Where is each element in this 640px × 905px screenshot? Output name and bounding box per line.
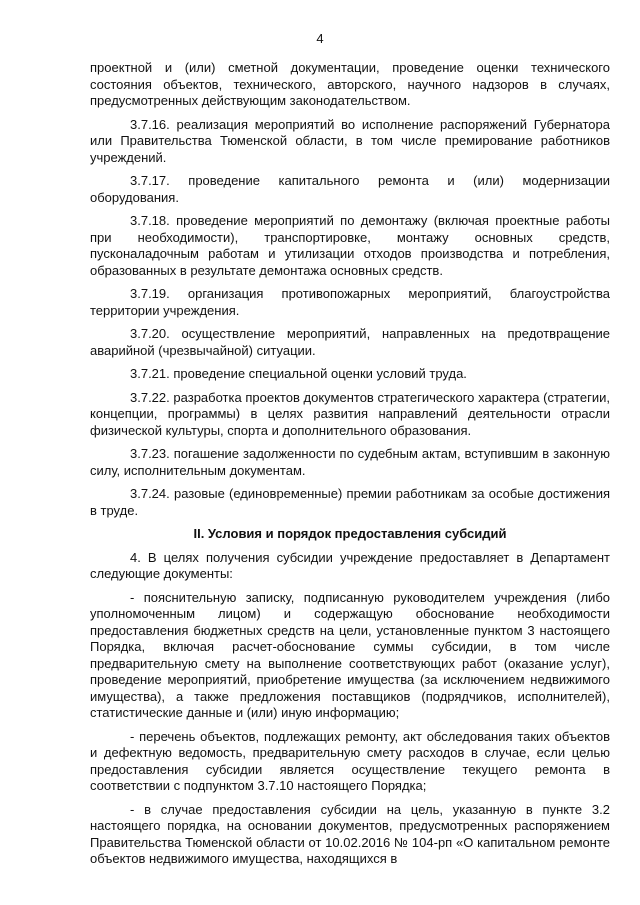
list-item-capital-repair: - в случае предоставления субсидии на цель, указанную в пункте 3.2 настоящего порядка, на основании документов, предусмотренных распоряжением Правительства Тюменской области от 10.02.2016 № 104-рп «О капитальном ремонте объектов недвижимого имущества, находящихся в [90, 801, 610, 866]
document-body [90, 60, 610, 875]
paragraph-4: 4. В целях получения субсидии учреждение предоставляет в Департамент следующие документы: [90, 549, 610, 581]
paragraph-3-7-23: 3.7.23. погашение задолженности по судебным актам, вступившим в законную силу, исполнительным документам. [90, 446, 610, 478]
paragraph-3-7-20: 3.7.20. осуществление мероприятий, направленных на предотвращение аварийной (чрезвычайной) ситуации. [90, 326, 610, 358]
paragraph-3-7-19: 3.7.19. организация противопожарных мероприятий, благоустройства территории учреждения. [90, 286, 610, 318]
paragraph-3-7-16: 3.7.16. реализация мероприятий во исполнение распоряжений Губернатора или Правительства Тюменской области, в том числе премирование работников учреждений. [90, 116, 610, 165]
section-heading: II. Условия и порядок предоставления субсидий [193, 526, 507, 541]
list-item-repair-objects: - перечень объектов, подлежащих ремонту, акт обследования таких объектов и дефектную ведомость, предварительную смету расходов в случае, если целью предоставления субсидии является осуществление текущего ремонта в соответствии с подпунктом 3.7.10 настоящего Порядка; [90, 728, 610, 793]
paragraph-3-7-22: 3.7.22. разработка проектов документов стратегического характера (стратегии, концепции, программы) в целях развития направлений деятельности отрасли физической культуры, спорта и дополнительного образования. [90, 389, 610, 438]
paragraph-3-7-18: 3.7.18. проведение мероприятий по демонтажу (включая проектные работы при необходимости), транспортировке, монтажу основных средств, пусконаладочным работам и утилизации отходов производства и потребления, образованных в результате демонтажа основных средств. [90, 213, 610, 278]
page-number: 4 [316, 31, 324, 46]
paragraph-3-7-24: 3.7.24. разовые (единовременные) премии работникам за особые достижения в труде. [90, 486, 610, 518]
paragraph-3-7-21: 3.7.21. проведение специальной оценки условий труда. [130, 366, 467, 381]
paragraph-3-7-17: 3.7.17. проведение капитального ремонта и (или) модернизации оборудования. [90, 173, 610, 205]
paragraph-continuation: проектной и (или) сметной документации, проведение оценки технического состояния объектов, технического, авторского, научного надзоров в случаях, предусмотренных действующим законодательством. [90, 60, 610, 108]
list-item-explanatory-note: - пояснительную записку, подписанную руководителем учреждения (либо уполномоченным лицом) и содержащую обоснование необходимости предоставления бюджетных средств на цели, установленные пунктом 3 настоящего Порядка, включая расчет-обоснование суммы субсидии, в том числе предварительную смету на выполнение соответствующих работ (оказание услуг), проведение мероприятий, приобретение имущества (за исключением недвижимого имущества), а также предложения поставщиков (подрядчиков, исполнителей), статистические данные и (или) иную информацию; [90, 589, 610, 720]
